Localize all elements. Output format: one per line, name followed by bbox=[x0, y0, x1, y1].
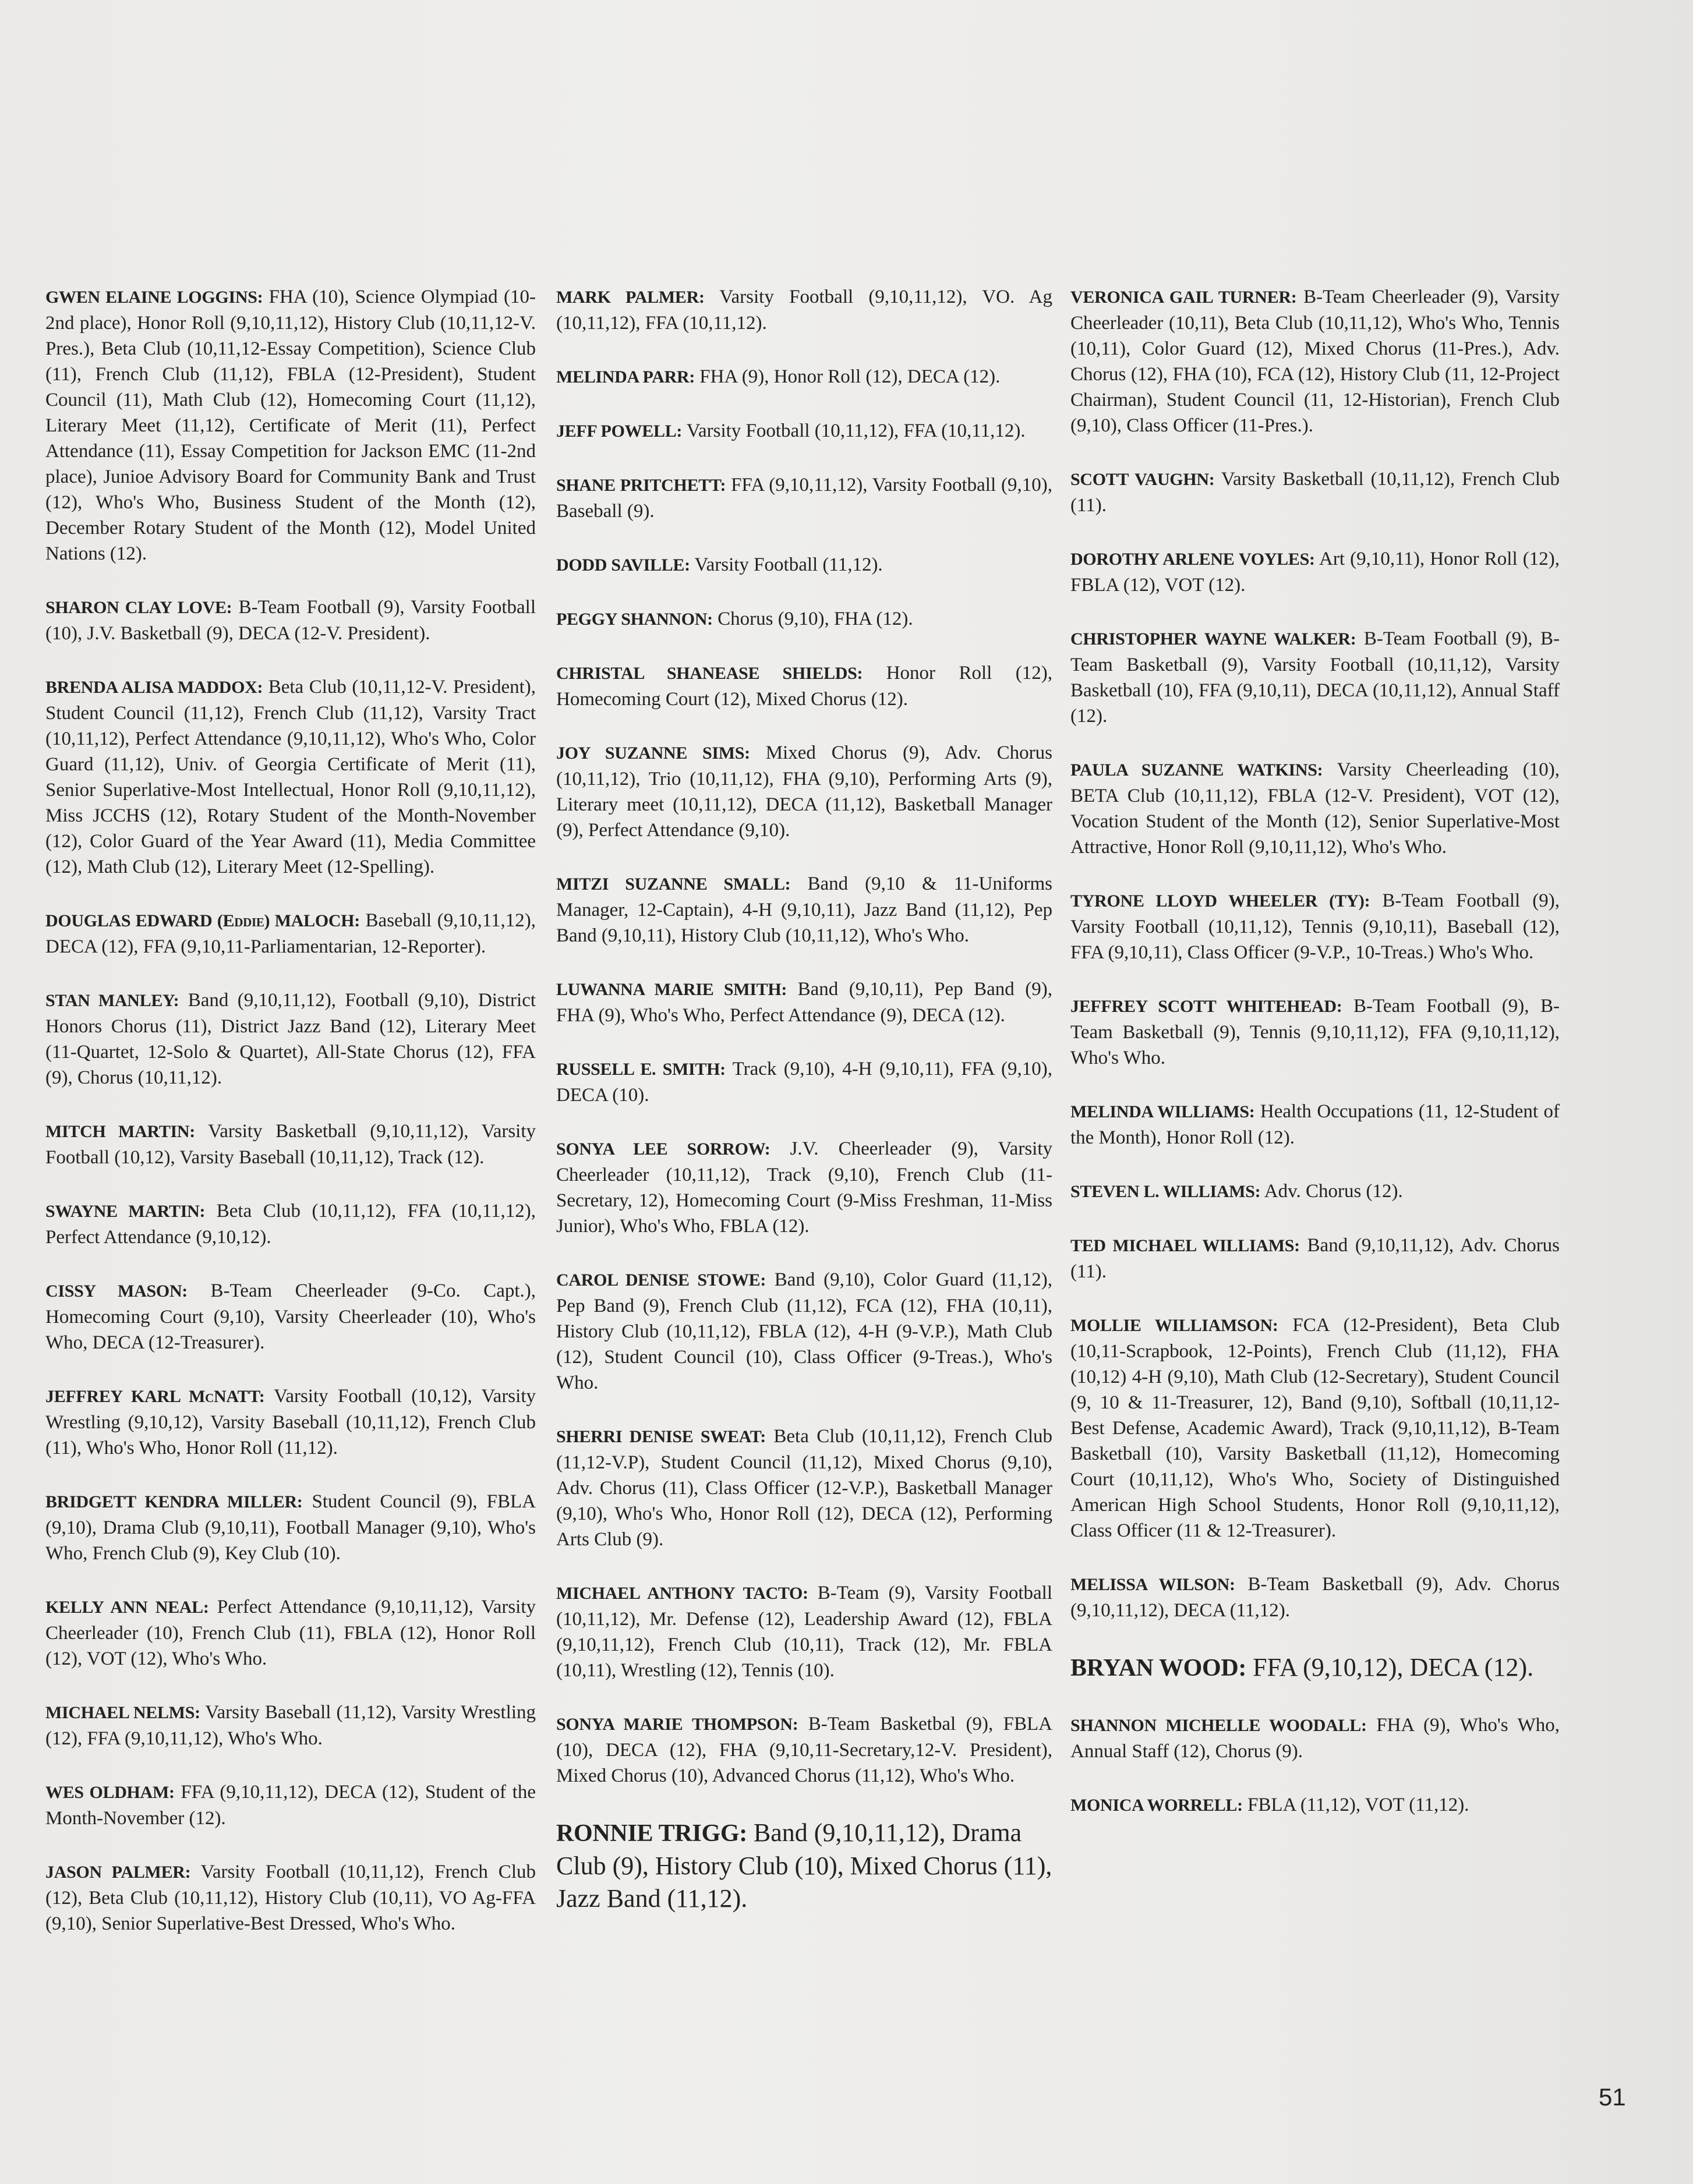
senior-activities: FBLA (11,12), VOT (11,12). bbox=[1247, 1794, 1469, 1815]
senior-activities: Band (9,10,11,12), Football (9,10), District Honors Chorus (11), District Jazz Band (12), Literary Meet (11-Quartet, 12-Solo & Quartet), All-State Chorus (12), FFA (9), Chorus (10,11,12). bbox=[45, 990, 536, 1088]
senior-activities: B-Team Football (9), Varsity Football (10), J.V. Basketball (9), DECA (12-V. President). bbox=[45, 597, 536, 644]
senior-entry bbox=[1070, 757, 1560, 860]
senior-activities: FFA (9,10,11,12), Varsity Football (9,10), Baseball (9). bbox=[556, 475, 1053, 522]
senior-entry bbox=[45, 1779, 536, 1831]
senior-activities: FHA (9), Who's Who, Annual Staff (12), Chorus (9). bbox=[1070, 1715, 1560, 1762]
senior-name: SCOTT VAUGHN: bbox=[1070, 470, 1215, 489]
senior-name: MITZI SUZANNE SMALL: bbox=[556, 875, 791, 894]
senior-activities: Beta Club (10,11,12-V. President), Student Council (11,12), French Club (11,12), Varsity Tract (10,11,12), Perfect Attendance (9,10,11,12), Who's Who, Color Guard (11,12), Univ. of Georgia Certificate of Merit (11), Senior Superlative-Most Intellectual, Honor Roll (9,10,11,12), Miss JCCHS (12), Rotary Student of the Month-November (12), Color Guard of the Year Award (11), Media Committee (12), Math Club (12), Literary Meet (12-Spelling). bbox=[45, 677, 536, 877]
senior-activities: Varsity Football (11,12). bbox=[694, 554, 883, 575]
column-right bbox=[1070, 284, 1560, 1846]
senior-activities: B-Team Basketball (9), Adv. Chorus (9,10,11,12), DECA (11,12). bbox=[1070, 1574, 1560, 1621]
senior-name: CISSY MASON: bbox=[45, 1282, 188, 1301]
senior-entry bbox=[45, 1489, 536, 1566]
senior-entry bbox=[45, 908, 536, 960]
senior-name: JEFF POWELL: bbox=[556, 422, 683, 441]
senior-activities: Varsity Cheerleading (10), BETA Club (10,11,12), FBLA (12-V. President), VOT (12), Vocation Student of the Month (12), Senior Superlative-Most Attractive, Honor Roll (9,10,11,12), Who's Who. bbox=[1070, 759, 1560, 858]
senior-entry bbox=[1070, 466, 1560, 518]
senior-entry bbox=[1070, 888, 1560, 965]
senior-name: DODD SAVILLE: bbox=[556, 555, 690, 575]
senior-activities: Varsity Football (10,11,12), French Club (12), Beta Club (10,11,12), History Club (10,11), VO Ag-FFA (9,10), Senior Superlative-Best Dressed, Who's Who. bbox=[45, 1861, 536, 1934]
senior-activities: Baseball (9,10,11,12), DECA (12), FFA (9,10,11-Parliamentarian, 12-Reporter). bbox=[45, 910, 536, 957]
senior-name: DOUGLAS EDWARD (Eddie) MALOCH: bbox=[45, 911, 360, 930]
senior-entry bbox=[45, 987, 536, 1091]
senior-entry bbox=[45, 1859, 536, 1937]
senior-name: MICHAEL ANTHONY TACTO: bbox=[556, 1584, 808, 1603]
senior-entry bbox=[556, 1136, 1052, 1239]
senior-activities: Beta Club (10,11,12), FFA (10,11,12), Perfect Attendance (9,10,12). bbox=[45, 1201, 536, 1248]
senior-name: KELLY ANN NEAL: bbox=[45, 1598, 209, 1617]
senior-activities: Band (9,10), Color Guard (11,12), Pep Band (9), French Club (11,12), FCA (12), FHA (10,11), History Club (10,11,12), FBLA (12), 4-H (9-V.P.), Math Club (12), Student Council (10), Class Officer (9-Treas.), Who's Who. bbox=[556, 1269, 1053, 1393]
senior-name: BRYAN WOOD: bbox=[1070, 1655, 1247, 1682]
senior-name: RUSSELL E. SMITH: bbox=[556, 1060, 726, 1079]
senior-name: SHARON CLAY LOVE: bbox=[45, 598, 232, 617]
senior-name: MELINDA WILLIAMS: bbox=[1070, 1102, 1255, 1121]
senior-name: SWAYNE MARTIN: bbox=[45, 1202, 206, 1221]
senior-name: JASON PALMER: bbox=[45, 1863, 191, 1882]
senior-entry bbox=[1070, 284, 1560, 438]
senior-activities: Track (9,10), 4-H (9,10,11), FFA (9,10), DECA (10). bbox=[556, 1059, 1052, 1106]
senior-entry bbox=[1070, 1099, 1560, 1151]
senior-activities: Varsity Football (10,12), Varsity Wrestling (9,10,12), Varsity Baseball (10,11,12), French Club (11), Who's Who, Honor Roll (11,12). bbox=[45, 1386, 536, 1459]
senior-entry bbox=[556, 1056, 1052, 1108]
senior-activities: J.V. Cheerleader (9), Varsity Cheerleader (10,11,12), Track (9,10), French Club (11-Secretary, 12), Homecoming Court (9-Miss Freshman, 11-Miss Junior), Who's Who, FBLA (12). bbox=[556, 1138, 1052, 1237]
senior-activities: Art (9,10,11), Honor Roll (12), FBLA (12), VOT (12). bbox=[1070, 548, 1560, 596]
senior-entry bbox=[1070, 1571, 1560, 1623]
senior-activities: Varsity Football (9,10,11,12), VO. Ag (10,11,12), FFA (10,11,12). bbox=[556, 286, 1053, 334]
senior-entry bbox=[1070, 626, 1560, 729]
senior-entry bbox=[1070, 1792, 1560, 1818]
senior-name: STEVEN L. WILLIAMS: bbox=[1070, 1182, 1261, 1201]
senior-activities: Band (9,10 & 11-Uniforms Manager, 12-Captain), 4-H (9,10,11), Jazz Band (11,12), Pep Band (9,10,11), History Club (10,11,12), Who's Who. bbox=[556, 873, 1052, 946]
senior-name: PAULA SUZANNE WATKINS: bbox=[1070, 760, 1323, 780]
senior-name: JOY SUZANNE SIMS: bbox=[556, 744, 750, 763]
senior-activities: B-Team (9), Varsity Football (10,11,12), Mr. Defense (12), Leadership Award (12), FBLA (9,10,11,12), French Club (10,11), Track (12), Mr. FBLA (10,11), Wrestling (12), Tennis (10). bbox=[556, 1583, 1053, 1681]
senior-entry bbox=[1070, 1178, 1560, 1205]
senior-activities: Student Council (9), FBLA (9,10), Drama Club (9,10,11), Football Manager (9,10), Who's Who, French Club (9), Key Club (10). bbox=[45, 1491, 536, 1564]
senior-entry bbox=[556, 284, 1052, 336]
senior-entry bbox=[556, 976, 1052, 1028]
senior-entry bbox=[45, 1278, 536, 1355]
senior-activities: FHA (10), Science Olympiad (10-2nd place), Honor Roll (9,10,11,12), History Club (10,11,12-V. Pres.), Beta Club (10,11,12-Essay Competition), Science Club (11), French Club (11,12), FBLA (12-President), Student Council (11), Math Club (12), Homecoming Court (11,12), Literary Meet (11,12), Certificate of Merit (11), Perfect Attendance (11), Essay Competition for Jackson EMC (11-2nd place), Junioe Advisory Board for Community Bank and Trust (12), Who's Who, Business Student of the Month (12), December Rotary Student of the Month (12), Model United Nations (12). bbox=[45, 286, 536, 564]
senior-entry bbox=[45, 284, 536, 567]
senior-activities: B-Team Football (9), B-Team Basketball (9), Tennis (9,10,11,12), FFA (9,10,11,12), Who's Who. bbox=[1070, 996, 1560, 1068]
senior-name: MELINDA PARR: bbox=[556, 367, 695, 387]
senior-entry bbox=[556, 552, 1052, 578]
senior-name: LUWANNA MARIE SMITH: bbox=[556, 980, 787, 999]
senior-entry bbox=[556, 1580, 1052, 1683]
senior-activities: FFA (9,10,12), DECA (12). bbox=[1253, 1653, 1534, 1682]
senior-name: MITCH MARTIN: bbox=[45, 1122, 195, 1141]
senior-entry bbox=[556, 1424, 1052, 1552]
senior-entry bbox=[556, 740, 1052, 843]
senior-entry bbox=[556, 871, 1052, 948]
senior-name: JEFFREY SCOTT WHITEHEAD: bbox=[1070, 997, 1342, 1016]
senior-name: CHRISTAL SHANEASE SHIELDS: bbox=[556, 664, 863, 683]
senior-activities: Honor Roll (12), Homecoming Court (12), Mixed Chorus (12). bbox=[556, 663, 1052, 710]
senior-name: TYRONE LLOYD WHEELER (TY): bbox=[1070, 891, 1370, 911]
senior-entry bbox=[1070, 1651, 1560, 1684]
senior-name: SHERRI DENISE SWEAT: bbox=[556, 1427, 766, 1446]
senior-activities: B-Team Football (9), Varsity Football (10,11,12), Tennis (9,10,11), Baseball (12), FFA (9,10,11), Class Officer (9-V.P., 10-Treas.) Who's Who. bbox=[1070, 890, 1560, 963]
senior-entry bbox=[556, 472, 1052, 524]
senior-activities: Band (9,10,11,12), Drama Club (9), History Club (10), Mixed Chorus (11), Jazz Band (11,12). bbox=[556, 1818, 1052, 1913]
senior-name: SONYA MARIE THOMPSON: bbox=[556, 1715, 798, 1734]
senior-entry bbox=[45, 1118, 536, 1170]
senior-name: MARK PALMER: bbox=[556, 288, 705, 307]
senior-entry bbox=[45, 1383, 536, 1461]
senior-entry bbox=[556, 1267, 1052, 1396]
senior-activities: Band (9,10,11), Pep Band (9), FHA (9), Who's Who, Perfect Attendance (9), DECA (12). bbox=[556, 979, 1052, 1026]
senior-activities: B-Team Basketbal (9), FBLA (10), DECA (12), FHA (9,10,11-Secretary,12-V. President), Mixed Chorus (10), Advanced Chorus (11,12), Who's Who. bbox=[556, 1714, 1053, 1786]
senior-entry bbox=[556, 660, 1052, 712]
senior-activities: FCA (12-President), Beta Club (10,11-Scrapbook, 12-Points), French Club (11,12), FHA (10,12) 4-H (9,10), Math Club (12-Secretary), Student Council (9, 10 & 11-Treasurer, 12), Band (9,10), Softball (10,11,12-Best Defense, Academic Award), Track (9,10,11,12), B-Team Basketball (10), Varsity Basketball (11,12), Homecoming Court (10,11,12), Who's Who, Society of Distinguished American High School Students, Honor Roll (9,10,11,12), Class Officer (11 & 12-Treasurer). bbox=[1070, 1315, 1560, 1541]
senior-name: BRENDA ALISA MADDOX: bbox=[45, 678, 263, 697]
senior-activities: Beta Club (10,11,12), French Club (11,12-V.P), Student Council (11,12), Mixed Chorus (9,10), Adv. Chorus (11), Class Officer (12-V.P.), Basketball Manager (9,10), Who's Who, Honor Roll (12), DECA (12), Performing Arts Club (9). bbox=[556, 1426, 1052, 1550]
senior-activities: FHA (9), Honor Roll (12), DECA (12). bbox=[699, 366, 1001, 387]
senior-activities: FFA (9,10,11,12), DECA (12), Student of the Month-November (12). bbox=[45, 1782, 536, 1829]
senior-name: MONICA WORRELL: bbox=[1070, 1796, 1243, 1815]
senior-activities: Varsity Baseball (11,12), Varsity Wrestling (12), FFA (9,10,11,12), Who's Who. bbox=[45, 1702, 536, 1749]
senior-name: SHANNON MICHELLE WOODALL: bbox=[1070, 1716, 1367, 1735]
senior-entry bbox=[1070, 1712, 1560, 1764]
senior-entry bbox=[1070, 1312, 1560, 1544]
senior-name: RONNIE TRIGG: bbox=[556, 1820, 747, 1847]
senior-entry bbox=[45, 1700, 536, 1751]
senior-activities: Chorus (9,10), FHA (12). bbox=[718, 608, 913, 629]
senior-activities: Band (9,10,11,12), Adv. Chorus (11). bbox=[1070, 1235, 1560, 1282]
senior-entry bbox=[45, 1198, 536, 1250]
senior-activities: Health Occupations (11, 12-Student of the Month), Honor Roll (12). bbox=[1070, 1101, 1560, 1148]
senior-name: MICHAEL NELMS: bbox=[45, 1703, 200, 1722]
senior-name: MELISSA WILSON: bbox=[1070, 1575, 1235, 1594]
senior-activities: Adv. Chorus (12). bbox=[1264, 1181, 1403, 1202]
senior-entry bbox=[45, 674, 536, 880]
senior-name: TED MICHAEL WILLIAMS: bbox=[1070, 1236, 1300, 1255]
senior-name: JEFFREY KARL McNATT: bbox=[45, 1387, 265, 1406]
senior-entry bbox=[556, 1711, 1052, 1789]
senior-entry bbox=[45, 594, 536, 646]
senior-activities: Mixed Chorus (9), Adv. Chorus (10,11,12), Trio (10,11,12), FHA (9,10), Performing Arts (9), Literary meet (10,11,12), DECA (11,12), Basketball Manager (9), Perfect Attendance (9,10). bbox=[556, 742, 1052, 841]
senior-name: WES OLDHAM: bbox=[45, 1783, 175, 1802]
senior-entry bbox=[556, 606, 1052, 632]
senior-activities: B-Team Cheerleader (9), Varsity Cheerleader (10,11), Beta Club (10,11,12), Who's Who, Tennis (10,11), Color Guard (12), Mixed Chorus (11-Pres.), Adv. Chorus (12), FHA (10), FCA (12), History Club (11, 12-Project Chairman), Student Council (11, 12-Historian), French Club (9,10), Class Officer (11-Pres.). bbox=[1070, 286, 1560, 436]
senior-name: DOROTHY ARLENE VOYLES: bbox=[1070, 550, 1315, 569]
senior-entry bbox=[556, 1817, 1052, 1915]
senior-entry bbox=[556, 418, 1052, 444]
senior-name: STAN MANLEY: bbox=[45, 991, 179, 1010]
senior-activities: Varsity Football (10,11,12), FFA (10,11,12). bbox=[686, 420, 1026, 441]
senior-activities: Varsity Basketball (10,11,12), French Club (11). bbox=[1070, 469, 1560, 516]
senior-activities: Varsity Basketball (9,10,11,12), Varsity Football (10,12), Varsity Baseball (10,11,12), Track (12). bbox=[45, 1121, 536, 1168]
senior-entry bbox=[556, 364, 1052, 390]
column-left bbox=[45, 284, 536, 1964]
senior-name: PEGGY SHANNON: bbox=[556, 610, 713, 629]
senior-activities: Perfect Attendance (9,10,11,12), Varsity Cheerleader (10), French Club (11), FBLA (12), Honor Roll (12), VOT (12), Who's Who. bbox=[45, 1597, 536, 1669]
column-middle bbox=[556, 284, 1052, 1943]
senior-activities: B-Team Football (9), B-Team Basketball (9), Varsity Football (10,11,12), Varsity Basketball (10), FFA (9,10,11), DECA (10,11,12), Annual Staff (12). bbox=[1070, 628, 1560, 727]
senior-name: SHANE PRITCHETT: bbox=[556, 476, 726, 495]
senior-name: MOLLIE WILLIAMSON: bbox=[1070, 1316, 1278, 1335]
senior-name: CHRISTOPHER WAYNE WALKER: bbox=[1070, 629, 1356, 649]
senior-entry bbox=[1070, 993, 1560, 1071]
page-number: 51 bbox=[1599, 2083, 1626, 2111]
senior-name: GWEN ELAINE LOGGINS: bbox=[45, 288, 263, 307]
senior-name: CAROL DENISE STOWE: bbox=[556, 1270, 766, 1290]
senior-entry bbox=[1070, 1233, 1560, 1284]
senior-activities: B-Team Cheerleader (9-Co. Capt.), Homecoming Court (9,10), Varsity Cheerleader (10), Who's Who, DECA (12-Treasurer). bbox=[45, 1280, 536, 1353]
senior-name: BRIDGETT KENDRA MILLER: bbox=[45, 1492, 303, 1512]
senior-name: VERONICA GAIL TURNER: bbox=[1070, 288, 1297, 307]
senior-name: SONYA LEE SORROW: bbox=[556, 1139, 770, 1159]
senior-entry bbox=[45, 1594, 536, 1672]
senior-entry bbox=[1070, 546, 1560, 598]
